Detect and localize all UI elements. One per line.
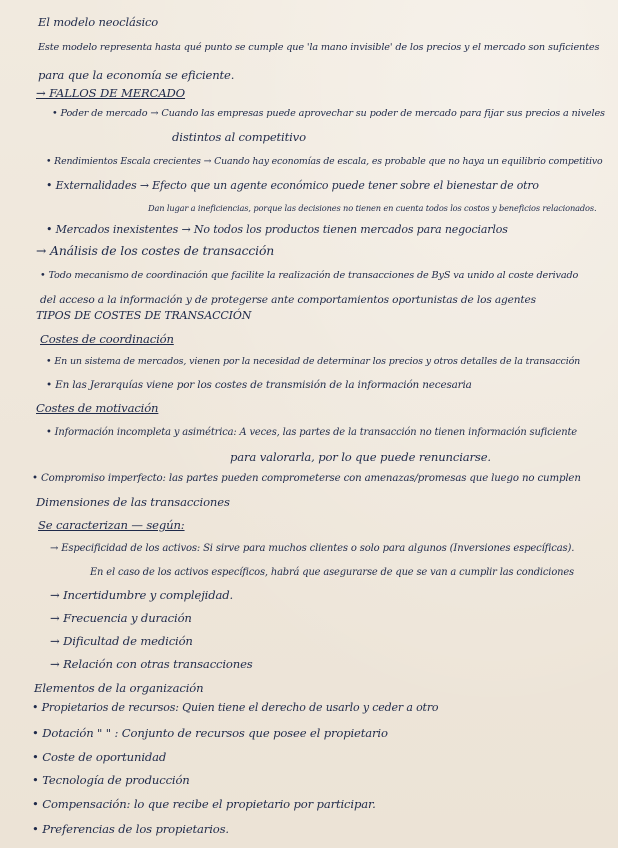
text-line: • Todo mecanismo de coordinación que facilite la realización de transacciones de ByS va unido al coste derivado: [40, 270, 579, 281]
section-heading: → FALLOS DE MERCADO: [36, 86, 186, 100]
text-line: del acceso a la información y de protegerse ante comportamientos oportunistas de los agentes: [40, 294, 536, 306]
text-line: para valorarla, por lo que puede renunciarse.: [230, 450, 491, 464]
subsection-heading: Dimensiones de las transacciones: [36, 495, 230, 509]
text-line: • Compromiso imperfecto: las partes pueden comprometerse con amenazas/promesas que luego no cumplen: [32, 473, 581, 484]
text-line: distintos al competitivo: [172, 130, 306, 144]
text-line: • Tecnología de producción: [32, 773, 190, 787]
text-line: • Compensación: lo que recibe el propietario por participar.: [32, 797, 376, 811]
text-line: → Dificultad de medición: [50, 634, 193, 648]
page-title: El modelo neoclásico: [38, 15, 159, 29]
text-line: Se caracterizan — según:: [38, 518, 185, 532]
text-line: • Información incompleta y asimétrica: A veces, las partes de la transacción no tienen información suficiente: [46, 427, 577, 438]
subsection-heading: Costes de motivación: [36, 401, 159, 415]
text-line: para que la economía se eficiente.: [38, 68, 235, 82]
section-heading: TIPOS DE COSTES DE TRANSACCIÓN: [36, 309, 252, 322]
text-line: → Incertidumbre y complejidad.: [50, 588, 234, 602]
section-heading: → Análisis de los costes de transacción: [36, 243, 275, 258]
subsection-heading: Elementos de la organización: [34, 681, 204, 695]
text-line: En el caso de los activos específicos, habrá que asegurarse de que se van a cumplir las condiciones: [90, 567, 574, 578]
text-line: • En las Jerarquías viene por los costes de transmisión de la información necesaria: [46, 379, 472, 391]
text-line: • Mercados inexistentes → No todos los productos tienen mercados para negociarlos: [46, 223, 508, 236]
text-line: → Especificidad de los activos: Si sirve para muchos clientes o solo para algunos (Inversiones específicas).: [50, 543, 575, 554]
text-line: • Preferencias de los propietarios.: [32, 822, 229, 836]
text-line: Dan lugar a ineficiencias, porque las decisiones no tienen en cuenta todos los costos y beneficios relacionados.: [148, 203, 597, 213]
text-line: • Dotación " " : Conjunto de recursos que posee el propietario: [32, 726, 388, 740]
subsection-heading: Costes de coordinación: [40, 332, 174, 346]
text-line: • Propietarios de recursos: Quien tiene el derecho de usarlo y ceder a otro: [32, 701, 439, 714]
text-line: → Frecuencia y duración: [50, 611, 192, 625]
text-line: • Poder de mercado → Cuando las empresas puede aprovechar su poder de mercado para fijar sus precios a niveles: [52, 108, 605, 119]
text-line: → Relación con otras transacciones: [50, 657, 253, 671]
text-line: • Rendimientos Escala crecientes → Cuando hay economías de escala, es probable que no haya un equilibrio competitivo: [46, 156, 603, 167]
text-line: • Externalidades → Efecto que un agente económico puede tener sobre el bienestar de otro: [46, 179, 539, 192]
text-line: • Coste de oportunidad: [32, 750, 167, 764]
text-line: • En un sistema de mercados, vienen por la necesidad de determinar los precios y otros detalles de la transacción: [46, 356, 581, 367]
text-line: Este modelo representa hasta qué punto se cumple que 'la mano invisible' de los precios y el mercado son suficientes: [38, 42, 600, 53]
